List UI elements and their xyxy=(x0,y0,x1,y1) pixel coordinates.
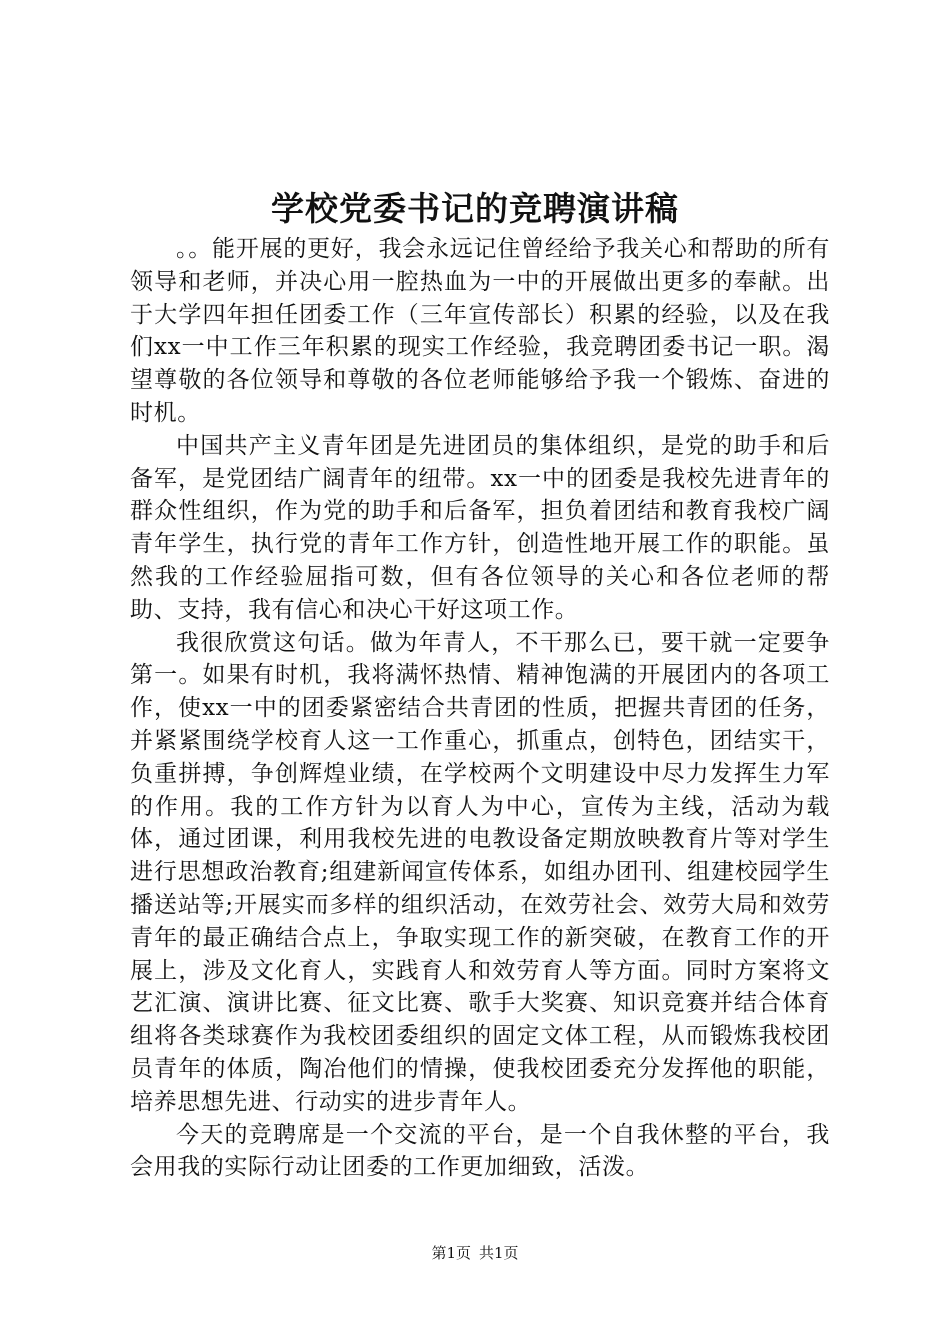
page-footer xyxy=(0,1243,950,1263)
paragraph: 我很欣赏这句话。做为年青人，不干那么已，要干就一定要争第一。如果有时机，我将满怀热情、精神饱满的开展团内的各项工作，使xx一中的团委紧密结合共青团的性质，把握共青团的任务，并紧紧围绕学校育人这一工作重心，抓重点，创特色，团结实干，负重拼搏，争创辉煌业绩，在学校两个文明建设中尽力发挥生力军的作用。我的工作方针为以育人为中心，宣传为主线，活动为载体，通过团课，利用我校先进的电教设备定期放映教育片等对学生进行思想政治教育;组建新闻宣传体系，如组办团刊、组建校园学生播送站等;开展实而多样的组织活动，在效劳社会、效劳大局和效劳青年的最正确结合点上，争取实现工作的新突破，在教育工作的开展上，涉及文化育人，实践育人和效劳育人等方面。同时方案将文艺汇演、演讲比赛、征文比赛、歌手大奖赛、知识竞赛并结合体育组将各类球赛作为我校团委组织的固定文体工程，从而锻炼我校团员青年的体质，陶冶他们的情操，使我校团委充分发挥他的职能，培养思想先进、行动实的进步青年人。 xyxy=(130,629,830,1115)
page-number: 第1页 xyxy=(431,1244,471,1262)
paragraph: 中国共产主义青年团是先进团员的集体组织，是党的助手和后备军，是党团结广阔青年的纽带。xx一中的团委是我校先进青年的群众性组织，作为党的助手和后备军，担负着团结和教育我校广阔青年学生，执行党的青年工作方针，创造性地开展工作的职能。虽然我的工作经验屈指可数，但有各位领导的关心和各位老师的帮助、支持，我有信心和决心干好这项工作。 xyxy=(130,432,830,623)
document-body xyxy=(130,233,830,1184)
page-total: 共1页 xyxy=(479,1244,519,1262)
document-title: 学校党委书记的竞聘演讲稿 xyxy=(271,189,679,228)
paragraph: 。。能开展的更好，我会永远记住曾经给予我关心和帮助的所有领导和老师，并决心用一腔热血为一中的开展做出更多的奉献。出于大学四年担任团委工作（三年宣传部长）积累的经验，以及在我们xx一中工作三年积累的现实工作经验，我竞聘团委书记一职。渴望尊敬的各位领导和尊敬的各位老师能够给予我一个锻炼、奋进的时机。 xyxy=(130,236,830,426)
paragraph: 今天的竞聘席是一个交流的平台，是一个自我休整的平台，我会用我的实际行动让团委的工作更加细致，活泼。 xyxy=(130,1121,830,1181)
